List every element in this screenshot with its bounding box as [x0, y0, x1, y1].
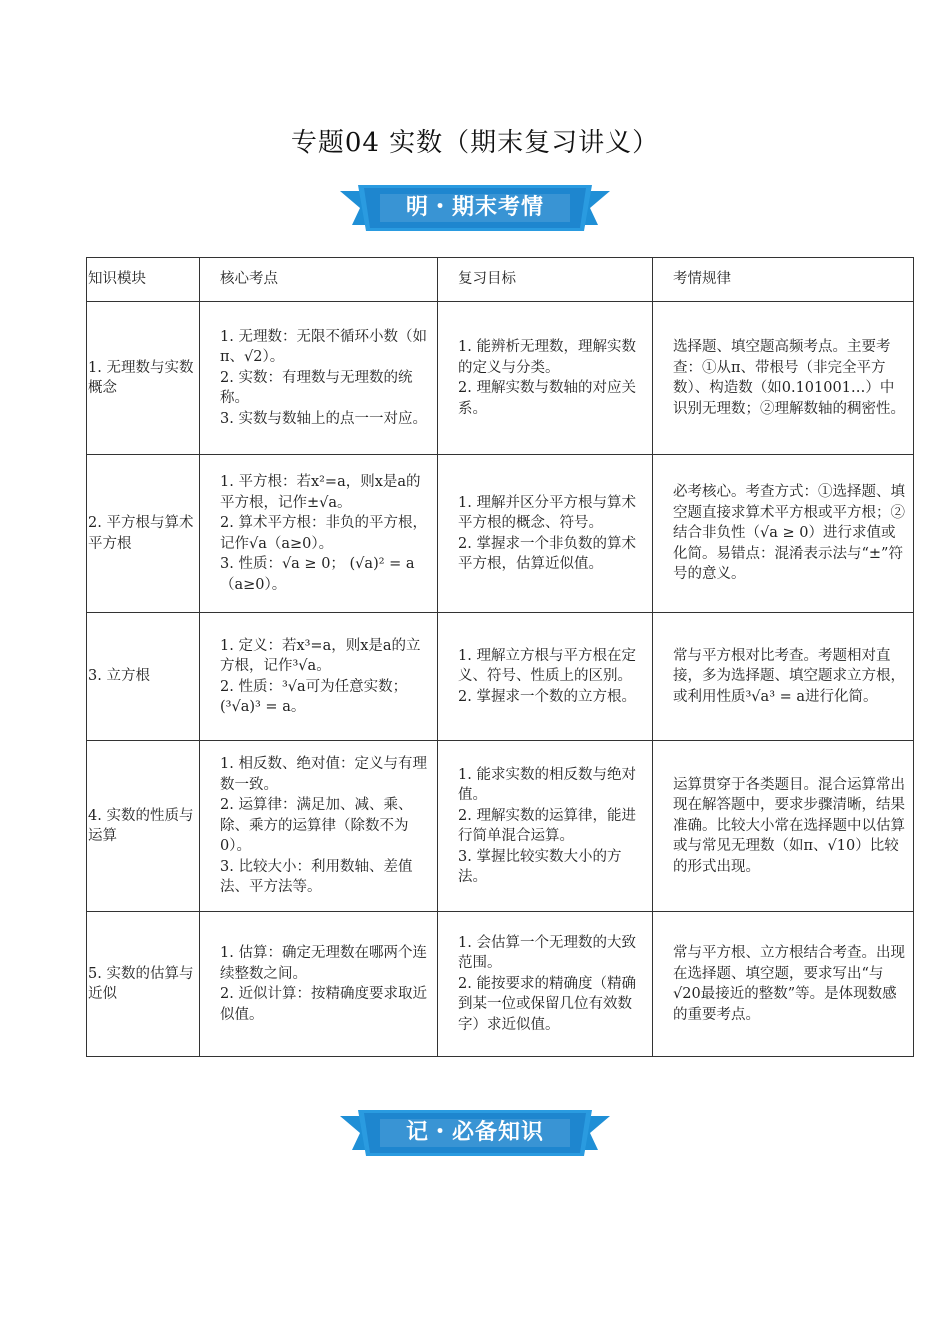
- point-line: 1. 定义：若x³=a，则x是a的立方根，记作³√a。: [220, 637, 421, 674]
- goal-line: 2. 掌握求一个非负数的算术平方根，估算近似值。: [458, 535, 636, 572]
- point-line: 2. 近似计算：按精确度要求取近似值。: [220, 986, 427, 1023]
- table-row: [87, 912, 914, 1057]
- cell-exam-trends: 必考核心。考查方式：①选择题、填空题直接求算术平方根或平方根；②结合非负性（√a ≥ 0）进行求值或化简。易错点：混淆表示法与“±”符号的意义。: [653, 455, 914, 613]
- cell-exam-trends: 常与平方根对比考查。考题相对直接，多为选择题、填空题求立方根，或利用性质³√a³ = a进行化简。: [653, 613, 914, 741]
- table-row: [87, 613, 914, 741]
- point-line: 3. 比较大小：利用数轴、差值法、平方法等。: [220, 858, 413, 896]
- table-header-row: [87, 258, 914, 302]
- cell-review-goals: [438, 912, 653, 1057]
- point-line: 1. 相反数、绝对值：定义与有理数一致。: [220, 756, 427, 793]
- goal-line: 2. 理解实数与数轴的对应关系。: [458, 380, 636, 417]
- cell-review-goals: [438, 302, 653, 455]
- cell-module: 5. 实数的估算与近似: [87, 912, 200, 1057]
- cell-review-goals: [438, 613, 653, 741]
- table-row: [87, 302, 914, 455]
- cell-exam-trends: 运算贯穿于各类题目。混合运算常出现在解答题中，要求步骤清晰，结果准确。比较大小常在选择题中以估算或与常见无理数（如π、√10）比较的形式出现。: [653, 741, 914, 912]
- document-title: 专题04 实数（期末复习讲义）: [290, 128, 660, 158]
- cell-core-points: [200, 302, 438, 455]
- point-line: 1. 无理数：无限不循环小数（如π、√2）。: [220, 328, 427, 366]
- banner-title-bottom: 记・必备知识: [405, 1120, 544, 1145]
- goal-line: 3. 掌握比较实数大小的方法。: [458, 848, 622, 885]
- table-row: [87, 741, 914, 912]
- point-line: 1. 估算：确定无理数在哪两个连续整数之间。: [220, 945, 427, 982]
- cell-core-points: [200, 912, 438, 1057]
- point-line: 1. 平方根：若x²=a，则x是a的平方根，记作±√a。: [220, 474, 421, 511]
- point-line: 2. 实数：有理数与无理数的统称。: [220, 369, 413, 407]
- section-banner-knowledge: [340, 1108, 610, 1158]
- cell-module: 1. 无理数与实数概念: [87, 302, 200, 455]
- header-module: 知识模块: [87, 258, 200, 302]
- cell-review-goals: [438, 455, 653, 613]
- section-banner-exam-trends: [340, 183, 610, 233]
- cell-module: 3. 立方根: [87, 613, 200, 741]
- cell-core-points: [200, 613, 438, 741]
- point-line: 2. 性质：³√a可为任意实数；(³√a)³ = a。: [220, 678, 408, 715]
- goal-line: 1. 理解并区分平方根与算术平方根的概念、符号。: [458, 494, 636, 531]
- goal-line: 1. 会估算一个无理数的大致范围。: [458, 934, 636, 972]
- point-line: 2. 算术平方根：非负的平方根，记作√a（a≥0）。: [220, 515, 427, 552]
- table-row: [87, 455, 914, 613]
- header-review-goals: 复习目标: [438, 258, 653, 302]
- point-line: 3. 性质：√a ≥ 0； (√a)² = a（a≥0）。: [220, 556, 415, 593]
- goal-line: 1. 能求实数的相反数与绝对值。: [458, 766, 636, 803]
- header-core-points: 核心考点: [200, 258, 438, 302]
- cell-review-goals: [438, 741, 653, 912]
- cell-exam-trends: 常与平方根、立方根结合考查。出现在选择题、填空题，要求写出“与√20最接近的整数”等。是体现数感的重要考点。: [653, 912, 914, 1057]
- goal-line: 2. 能按要求的精确度（精确到某一位或保留几位有效数字）求近似值。: [458, 975, 636, 1033]
- cell-core-points: [200, 741, 438, 912]
- point-line: 2. 运算律：满足加、减、乘、除、乘方的运算律（除数不为0）。: [220, 797, 413, 855]
- cell-core-points: [200, 455, 438, 613]
- point-line: 3. 实数与数轴上的点一一对应。: [220, 410, 427, 427]
- goal-line: 2. 理解实数的运算律，能进行简单混合运算。: [458, 807, 636, 844]
- goal-line: 1. 能辨析无理数，理解实数的定义与分类。: [458, 339, 636, 376]
- banner-title-top: 明・期末考情: [405, 195, 544, 220]
- knowledge-table: [86, 257, 914, 1057]
- header-exam-trends: 考情规律: [653, 258, 914, 302]
- goal-line: 2. 掌握求一个数的立方根。: [458, 688, 636, 705]
- cell-module: 2. 平方根与算术平方根: [87, 455, 200, 613]
- goal-line: 1. 理解立方根与平方根在定义、符号、性质上的区别。: [458, 647, 636, 685]
- cell-module: 4. 实数的性质与运算: [87, 741, 200, 912]
- cell-exam-trends: 选择题、填空题高频考点。主要考查：①从π、带根号（非完全平方数）、构造数（如0.101001…）中识别无理数；②理解数轴的稠密性。: [653, 302, 914, 455]
